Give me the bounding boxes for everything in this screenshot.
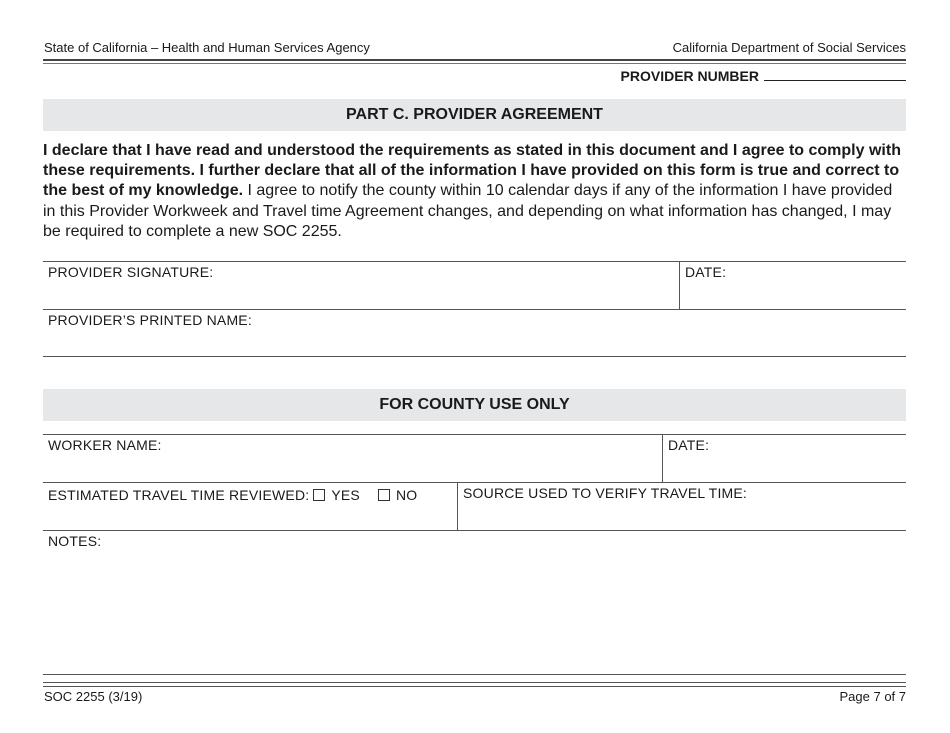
signature-date-field[interactable] — [681, 280, 905, 308]
notes-top-rule — [43, 530, 906, 531]
header-rule-thin — [43, 63, 906, 64]
printed-name-label: PROVIDER’S PRINTED NAME: — [48, 312, 252, 328]
worker-date-label: DATE: — [668, 437, 710, 453]
source-label: SOURCE USED TO VERIFY TRAVEL TIME: — [463, 485, 748, 501]
notes-bottom-rule — [43, 674, 906, 675]
notes-field[interactable] — [43, 550, 906, 670]
worker-top-rule — [43, 434, 906, 435]
provider-number — [621, 68, 906, 84]
declaration-plain: I agree to notify the county within 10 calendar days if any of the information I have provided in this Provider Workweek and Travel time Agreement changes, and depending on what information has changed, I may be required to complete a new SOC 2255. — [43, 182, 893, 240]
declaration-bold: I declare that I have read and understood the requirements as stated in this document and I agree to comply with these requirements. I further declare that all of the information I have provided on this form is true and correct to the best of my knowledge. — [43, 142, 901, 200]
travel-reviewed-label: ESTIMATED TRAVEL TIME REVIEWED: — [48, 487, 310, 503]
footer-rule-1 — [43, 682, 906, 683]
county-title: FOR COUNTY USE ONLY — [379, 396, 570, 413]
travel-source-divider — [457, 482, 458, 530]
printed-name-bottom-rule — [43, 356, 906, 357]
notes-label: NOTES: — [48, 533, 102, 549]
travel-top-rule — [43, 482, 906, 483]
signature-top-rule — [43, 261, 906, 262]
yes-label: YES — [331, 487, 360, 503]
worker-name-label: WORKER NAME: — [48, 437, 162, 453]
signature-date-divider — [679, 261, 680, 309]
worker-date-divider — [662, 434, 663, 482]
declaration-text — [43, 141, 908, 242]
provider-signature-label: PROVIDER SIGNATURE: — [48, 264, 214, 280]
worker-date-field[interactable] — [664, 453, 905, 481]
yes-checkbox[interactable] — [313, 489, 325, 501]
agency-left: State of California – Health and Human Services Agency — [44, 40, 370, 55]
form-id: SOC 2255 (3/19) — [44, 689, 143, 704]
page-number: Page 7 of 7 — [839, 689, 906, 704]
county-title-band — [43, 389, 906, 421]
signature-date-label: DATE: — [685, 264, 727, 280]
agency-right: California Department of Social Services — [672, 40, 906, 55]
part-c-title-band — [43, 99, 906, 131]
source-field[interactable] — [459, 501, 905, 529]
provider-number-field[interactable] — [764, 68, 906, 81]
header-rule — [43, 59, 906, 61]
travel-reviewed-row — [48, 487, 417, 503]
footer-rule-2 — [43, 686, 906, 687]
no-checkbox[interactable] — [378, 489, 390, 501]
provider-signature-field[interactable] — [43, 280, 677, 308]
worker-name-field[interactable] — [43, 453, 660, 481]
printed-name-top-rule — [43, 309, 906, 310]
no-label: NO — [395, 487, 418, 503]
printed-name-field[interactable] — [43, 328, 906, 356]
part-c-title: PART C. PROVIDER AGREEMENT — [346, 106, 603, 123]
provider-number-label: PROVIDER NUMBER — [620, 68, 759, 84]
